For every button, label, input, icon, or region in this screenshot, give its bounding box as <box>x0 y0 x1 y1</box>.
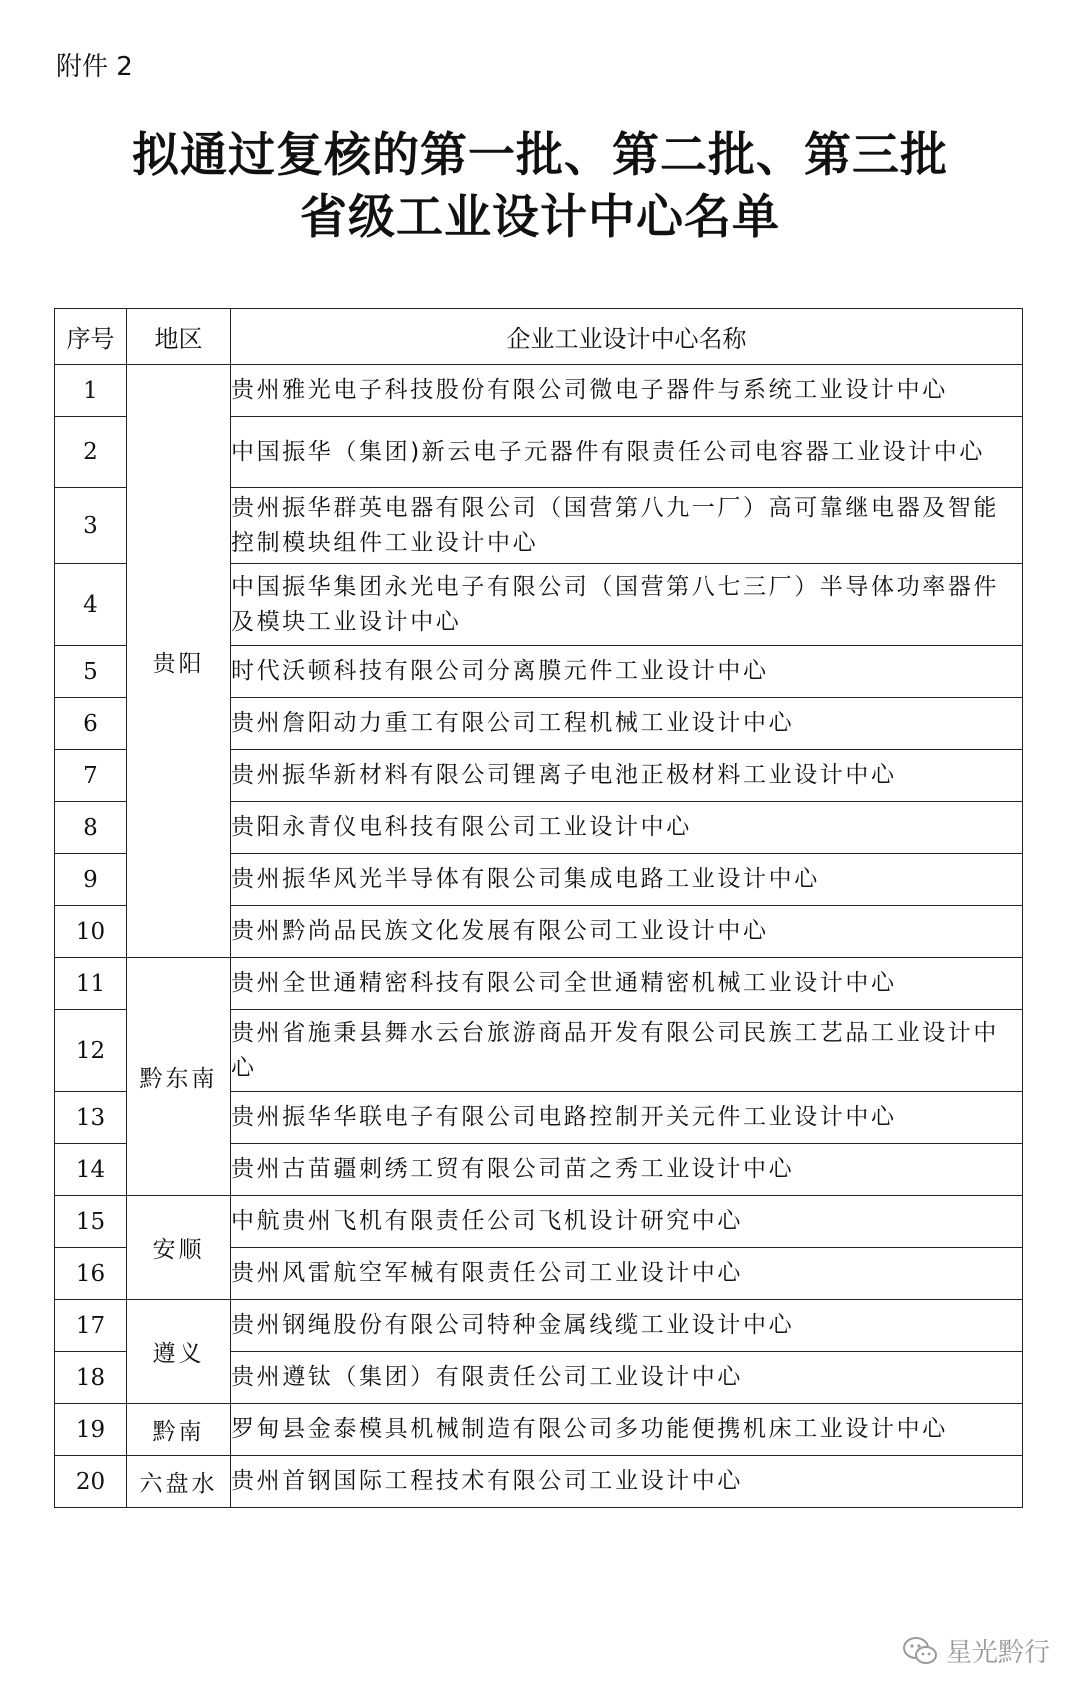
row-index: 7 <box>55 750 127 802</box>
center-name: 贵州黔尚品民族文化发展有限公司工业设计中心 <box>231 906 1023 958</box>
center-name: 贵州省施秉县舞水云台旅游商品开发有限公司民族工艺品工业设计中心 <box>231 1010 1023 1092</box>
row-index: 15 <box>55 1196 127 1248</box>
title-line-1: 拟通过复核的第一批、第二批、第三批 <box>132 128 948 183</box>
document-title <box>0 125 1080 249</box>
region-cell: 黔南 <box>127 1404 231 1456</box>
row-index: 14 <box>55 1144 127 1196</box>
table-row <box>55 1404 1023 1456</box>
row-index: 3 <box>55 488 127 564</box>
header-region: 地区 <box>127 309 231 365</box>
center-name: 中国振华集团永光电子有限公司（国营第八七三厂）半导体功率器件及模块工业设计中心 <box>231 564 1023 646</box>
design-center-table <box>54 308 1023 1508</box>
row-index: 20 <box>55 1456 127 1508</box>
row-index: 13 <box>55 1092 127 1144</box>
center-name: 贵州全世通精密科技有限公司全世通精密机械工业设计中心 <box>231 958 1023 1010</box>
center-name: 贵州雅光电子科技股份有限公司微电子器件与系统工业设计中心 <box>231 365 1023 417</box>
center-name: 贵州振华风光半导体有限公司集成电路工业设计中心 <box>231 854 1023 906</box>
attachment-label: 附件 2 <box>56 52 133 82</box>
table-row <box>55 365 1023 417</box>
table-header-row <box>55 309 1023 365</box>
title-line-2: 省级工业设计中心名单 <box>300 190 780 245</box>
row-index: 9 <box>55 854 127 906</box>
center-name: 中航贵州飞机有限责任公司飞机设计研究中心 <box>231 1196 1023 1248</box>
table-row <box>55 958 1023 1010</box>
center-name: 中国振华（集团)新云电子元器件有限责任公司电容器工业设计中心 <box>231 417 1023 488</box>
region-cell: 黔东南 <box>127 958 231 1196</box>
row-index: 10 <box>55 906 127 958</box>
watermark <box>902 1632 1050 1669</box>
center-name: 贵州遵钛（集团）有限责任公司工业设计中心 <box>231 1352 1023 1404</box>
table-row <box>55 1456 1023 1508</box>
table-row <box>55 1196 1023 1248</box>
center-name: 贵阳永青仪电科技有限公司工业设计中心 <box>231 802 1023 854</box>
region-cell: 贵阳 <box>127 365 231 958</box>
center-name: 贵州振华群英电器有限公司（国营第八九一厂）高可靠继电器及智能控制模块组件工业设计中心 <box>231 488 1023 564</box>
row-index: 16 <box>55 1248 127 1300</box>
row-index: 5 <box>55 646 127 698</box>
header-index: 序号 <box>55 309 127 365</box>
wechat-icon <box>902 1636 938 1666</box>
center-name: 时代沃顿科技有限公司分离膜元件工业设计中心 <box>231 646 1023 698</box>
row-index: 12 <box>55 1010 127 1092</box>
row-index: 1 <box>55 365 127 417</box>
center-name: 贵州古苗疆刺绣工贸有限公司苗之秀工业设计中心 <box>231 1144 1023 1196</box>
center-name: 贵州振华新材料有限公司锂离子电池正极材料工业设计中心 <box>231 750 1023 802</box>
center-name: 罗甸县金泰模具机械制造有限公司多功能便携机床工业设计中心 <box>231 1404 1023 1456</box>
region-cell: 安顺 <box>127 1196 231 1300</box>
center-name: 贵州詹阳动力重工有限公司工程机械工业设计中心 <box>231 698 1023 750</box>
center-name: 贵州钢绳股份有限公司特种金属线缆工业设计中心 <box>231 1300 1023 1352</box>
center-name: 贵州振华华联电子有限公司电路控制开关元件工业设计中心 <box>231 1092 1023 1144</box>
center-name: 贵州首钢国际工程技术有限公司工业设计中心 <box>231 1456 1023 1508</box>
header-center-name: 企业工业设计中心名称 <box>231 309 1023 365</box>
row-index: 8 <box>55 802 127 854</box>
row-index: 19 <box>55 1404 127 1456</box>
row-index: 2 <box>55 417 127 488</box>
row-index: 17 <box>55 1300 127 1352</box>
row-index: 4 <box>55 564 127 646</box>
region-cell: 六盘水 <box>127 1456 231 1508</box>
row-index: 11 <box>55 958 127 1010</box>
row-index: 18 <box>55 1352 127 1404</box>
row-index: 6 <box>55 698 127 750</box>
watermark-text: 星光黔行 <box>945 1638 1050 1668</box>
table-row <box>55 1300 1023 1352</box>
center-name: 贵州风雷航空军械有限责任公司工业设计中心 <box>231 1248 1023 1300</box>
region-cell: 遵义 <box>127 1300 231 1404</box>
